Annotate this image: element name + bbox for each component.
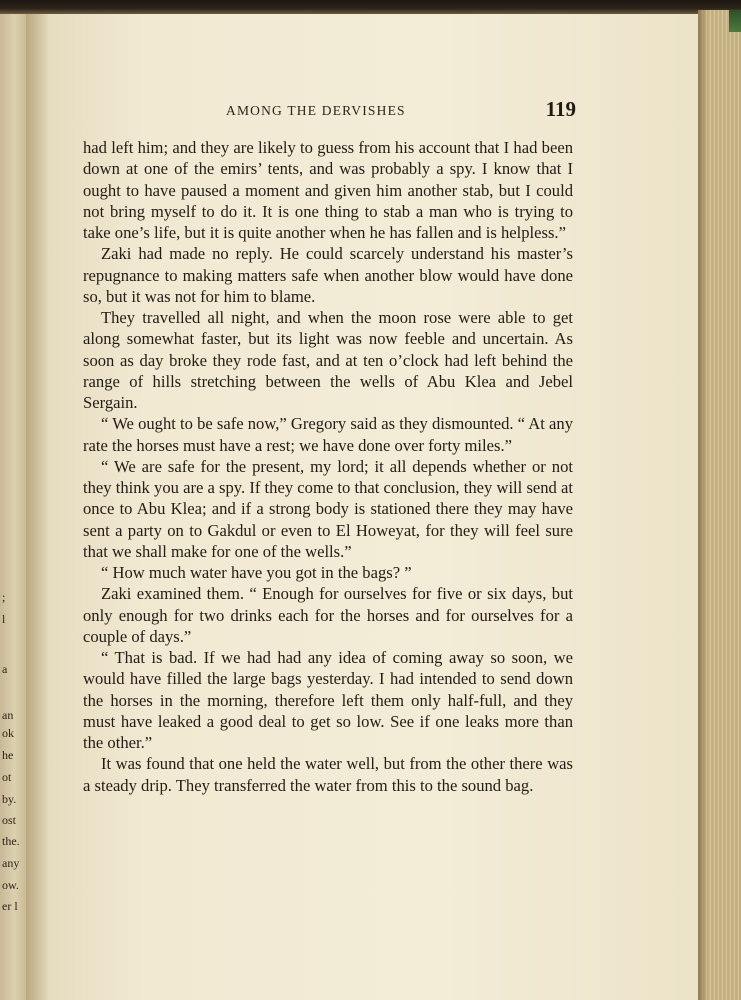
paragraph: It was found that one held the water well, but from the other there was a steady drip. They transferred the water from this to the sound bag. bbox=[83, 754, 573, 795]
left-page-strip bbox=[0, 14, 26, 1000]
ribbon-marker bbox=[729, 10, 741, 32]
running-title: AMONG THE DERVISHES bbox=[226, 103, 406, 118]
book-top-edge bbox=[0, 0, 741, 14]
left-page-fragment: ; bbox=[2, 590, 6, 604]
left-page-fragment: ost bbox=[2, 813, 17, 827]
left-page-fragment: er l bbox=[2, 899, 18, 913]
paragraph: “ How much water have you got in the bags? ” bbox=[101, 563, 412, 582]
left-page-fragment: any bbox=[2, 856, 20, 870]
left-page-fragment: a bbox=[2, 662, 8, 676]
left-page-fragment: the. bbox=[2, 834, 20, 848]
page-stack-edge bbox=[698, 10, 741, 1000]
body-text bbox=[83, 137, 573, 796]
left-page-fragment: by. bbox=[2, 792, 17, 806]
left-page-fragment: l bbox=[2, 612, 6, 626]
paragraph: Zaki examined them. “ Enough for ourselves for five or six days, but only enough for two drinks each for the horses and for ourselves for a couple of days.” bbox=[83, 584, 573, 646]
left-page-fragment: ot bbox=[2, 770, 12, 784]
book-gutter bbox=[26, 14, 48, 1000]
paragraph: had left him; and they are likely to guess from his account that I had been down at one of the emirs’ tents, and was probably a spy. I know that I ought to have paused a moment and given him another stab, but I could not bring myself to do it. It is one thing to stab a man who is trying to take one’s life, but it is quite another when he has fallen and is helpless.” bbox=[83, 138, 573, 242]
left-page-fragment: an bbox=[2, 708, 14, 722]
paragraph: “ We ought to be safe now,” Gregory said as they dismounted. “ At any rate the horses must have a rest; we have done over forty miles.” bbox=[83, 414, 573, 455]
paragraph: They travelled all night, and when the moon rose were able to get along somewhat faster, but its light was now feeble and uncertain. As soon as day broke they rode fast, and at ten o’clock had left behind the range of hills stretching between the wells of Abu Klea and Jebel Sergain. bbox=[83, 308, 573, 412]
paragraph: Zaki had made no reply. He could scarcely understand his master’s repugnance to making matters safe when another blow would have done so, but it was not for him to blame. bbox=[83, 244, 573, 306]
left-page-fragment: he bbox=[2, 748, 14, 762]
paragraph: “ That is bad. If we had had any idea of coming away so soon, we would have filled the large bags yesterday. I had intended to send down the horses in the morning, therefore left them only half-full, and they must have leaked a good deal to get so low. See if one leaks more than the other.” bbox=[83, 648, 573, 752]
page-header bbox=[226, 97, 576, 127]
left-page-fragment: ok bbox=[2, 726, 14, 740]
left-page-fragment: ow. bbox=[2, 878, 19, 892]
page-number: 119 bbox=[545, 97, 576, 121]
paragraph: “ We are safe for the present, my lord; it all depends whether or not they think you are a spy. If they come to that conclusion, they will send at once to Abu Klea; and if a strong body is stationed there they may have sent a party on to Gakdul or even to El Howeyat, for they will feel sure that we shall make for one of the wells.” bbox=[83, 456, 573, 561]
